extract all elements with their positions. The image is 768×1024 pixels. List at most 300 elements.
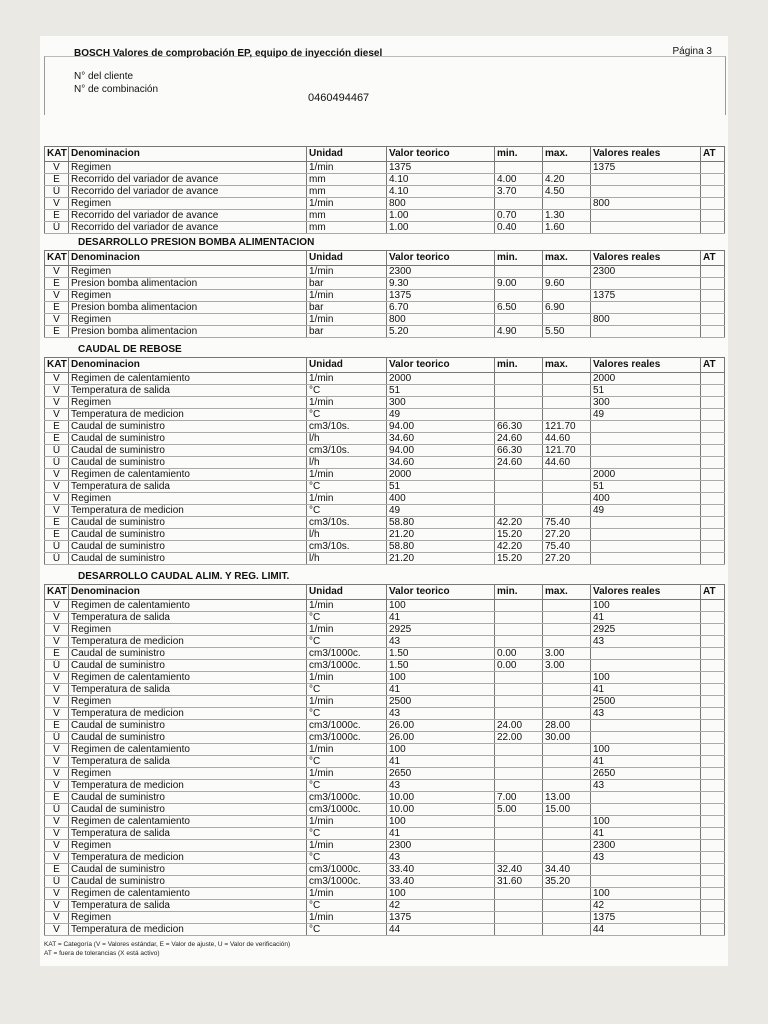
cell-valor: 400	[387, 493, 495, 505]
cell-valor: 43	[387, 780, 495, 792]
cell-reales: 41	[591, 612, 701, 624]
values-table	[44, 146, 725, 234]
cell-kat: V	[45, 600, 69, 612]
cell-max: 13.00	[543, 792, 591, 804]
cell-at	[701, 421, 725, 433]
cell-unidad: °C	[307, 636, 387, 648]
cell-reales: 43	[591, 780, 701, 792]
column-header-min: min.	[495, 358, 543, 373]
cell-unidad: 1/min	[307, 469, 387, 481]
cell-max	[543, 198, 591, 210]
cell-at	[701, 864, 725, 876]
column-header-unidad: Unidad	[307, 147, 387, 162]
column-header-max: max.	[543, 358, 591, 373]
cell-reales: 100	[591, 600, 701, 612]
table-row	[45, 780, 725, 792]
cell-max: 27.20	[543, 553, 591, 565]
cell-min	[495, 684, 543, 696]
cell-denominacion: Caudal de suministro	[69, 529, 307, 541]
cell-at	[701, 433, 725, 445]
cell-min	[495, 840, 543, 852]
cell-denominacion: Caudal de suministro	[69, 517, 307, 529]
cell-kat: E	[45, 278, 69, 290]
cell-max: 35.20	[543, 876, 591, 888]
cell-min: 15.20	[495, 529, 543, 541]
cell-kat: V	[45, 780, 69, 792]
cell-valor: 100	[387, 672, 495, 684]
table-row	[45, 828, 725, 840]
column-header-reales: Valores reales	[591, 585, 701, 600]
cell-max	[543, 314, 591, 326]
cell-at	[701, 373, 725, 385]
cell-min: 24.00	[495, 720, 543, 732]
cell-unidad: 1/min	[307, 744, 387, 756]
cell-reales	[591, 210, 701, 222]
cell-reales	[591, 326, 701, 338]
cell-max	[543, 828, 591, 840]
cell-max	[543, 469, 591, 481]
column-header-reales: Valores reales	[591, 147, 701, 162]
column-header-min: min.	[495, 585, 543, 600]
table-row	[45, 222, 725, 234]
cell-valor: 1375	[387, 162, 495, 174]
cell-at	[701, 852, 725, 864]
cell-unidad: 1/min	[307, 493, 387, 505]
cell-min	[495, 816, 543, 828]
cell-unidad: 1/min	[307, 840, 387, 852]
cell-max: 75.40	[543, 541, 591, 553]
cell-reales	[591, 457, 701, 469]
cell-min: 3.70	[495, 186, 543, 198]
cell-reales: 43	[591, 636, 701, 648]
cell-valor: 2300	[387, 266, 495, 278]
cell-denominacion: Caudal de suministro	[69, 648, 307, 660]
cell-reales	[591, 433, 701, 445]
cell-min	[495, 756, 543, 768]
column-header-denominacion: Denominacion	[69, 585, 307, 600]
cell-min	[495, 636, 543, 648]
cell-reales: 2500	[591, 696, 701, 708]
cell-denominacion: Caudal de suministro	[69, 792, 307, 804]
cell-reales: 43	[591, 852, 701, 864]
cell-at	[701, 493, 725, 505]
cell-denominacion: Caudal de suministro	[69, 433, 307, 445]
cell-at	[701, 517, 725, 529]
cell-max: 6.90	[543, 302, 591, 314]
cell-max: 34.40	[543, 864, 591, 876]
cell-at	[701, 828, 725, 840]
cell-reales	[591, 876, 701, 888]
cell-unidad: 1/min	[307, 162, 387, 174]
cell-valor: 300	[387, 397, 495, 409]
cell-unidad: °C	[307, 828, 387, 840]
cell-denominacion: Regimen	[69, 696, 307, 708]
cell-unidad: 1/min	[307, 672, 387, 684]
cell-valor: 49	[387, 505, 495, 517]
cell-denominacion: Regimen	[69, 840, 307, 852]
cell-min	[495, 493, 543, 505]
cell-reales: 2000	[591, 373, 701, 385]
cell-max	[543, 816, 591, 828]
cell-denominacion: Regimen de calentamiento	[69, 469, 307, 481]
cell-valor: 10.00	[387, 804, 495, 816]
table-row	[45, 314, 725, 326]
cell-kat: V	[45, 924, 69, 936]
cell-unidad: cm3/1000c.	[307, 720, 387, 732]
cell-kat: V	[45, 198, 69, 210]
cell-unidad: bar	[307, 326, 387, 338]
document-page	[40, 36, 728, 966]
cell-min: 6.50	[495, 302, 543, 314]
cell-denominacion: Caudal de suministro	[69, 421, 307, 433]
table-row	[45, 840, 725, 852]
cell-reales: 2925	[591, 624, 701, 636]
table-row	[45, 660, 725, 672]
cell-unidad: bar	[307, 302, 387, 314]
cell-valor: 2000	[387, 469, 495, 481]
cell-kat: V	[45, 756, 69, 768]
cell-max: 1.60	[543, 222, 591, 234]
cell-at	[701, 162, 725, 174]
cell-unidad: 1/min	[307, 290, 387, 302]
cell-denominacion: Regimen	[69, 198, 307, 210]
cell-valor: 49	[387, 409, 495, 421]
cell-denominacion: Caudal de suministro	[69, 445, 307, 457]
cell-valor: 34.60	[387, 433, 495, 445]
cell-max: 3.00	[543, 660, 591, 672]
cell-valor: 100	[387, 600, 495, 612]
values-table	[44, 584, 725, 936]
cell-reales: 2650	[591, 768, 701, 780]
column-header-valor: Valor teorico	[387, 585, 495, 600]
cell-kat: V	[45, 684, 69, 696]
cell-valor: 9.30	[387, 278, 495, 290]
cell-valor: 6.70	[387, 302, 495, 314]
cell-denominacion: Caudal de suministro	[69, 553, 307, 565]
column-header-reales: Valores reales	[591, 251, 701, 266]
column-header-denominacion: Denominacion	[69, 358, 307, 373]
cell-max: 44.60	[543, 457, 591, 469]
cell-at	[701, 290, 725, 302]
cell-unidad: cm3/1000c.	[307, 864, 387, 876]
cell-max	[543, 385, 591, 397]
cell-max: 1.30	[543, 210, 591, 222]
cell-reales: 41	[591, 828, 701, 840]
cell-min	[495, 924, 543, 936]
cell-denominacion: Caudal de suministro	[69, 876, 307, 888]
cell-unidad: °C	[307, 505, 387, 517]
cell-denominacion: Recorrido del variador de avance	[69, 222, 307, 234]
table-row	[45, 732, 725, 744]
legend-at: AT = fuera de tolerancias (X está activo)	[44, 950, 160, 957]
cell-valor: 21.20	[387, 553, 495, 565]
table-row	[45, 529, 725, 541]
cell-max	[543, 840, 591, 852]
cell-min	[495, 481, 543, 493]
cell-valor: 33.40	[387, 876, 495, 888]
cell-kat: E	[45, 433, 69, 445]
cell-kat: V	[45, 266, 69, 278]
cell-min	[495, 900, 543, 912]
cell-reales	[591, 864, 701, 876]
section-4	[44, 570, 724, 936]
cell-at	[701, 816, 725, 828]
cell-at	[701, 397, 725, 409]
cell-denominacion: Caudal de suministro	[69, 804, 307, 816]
cell-valor: 26.00	[387, 720, 495, 732]
cell-unidad: l/h	[307, 433, 387, 445]
cell-valor: 41	[387, 756, 495, 768]
cell-unidad: cm3/10s.	[307, 421, 387, 433]
cell-unidad: °C	[307, 385, 387, 397]
cell-denominacion: Regimen de calentamiento	[69, 744, 307, 756]
cell-min	[495, 600, 543, 612]
cell-kat: E	[45, 864, 69, 876]
cell-denominacion: Regimen	[69, 290, 307, 302]
cell-reales	[591, 222, 701, 234]
cell-valor: 34.60	[387, 457, 495, 469]
cell-denominacion: Regimen	[69, 266, 307, 278]
cell-valor: 800	[387, 314, 495, 326]
column-header-valor: Valor teorico	[387, 147, 495, 162]
cell-unidad: °C	[307, 780, 387, 792]
cell-kat: V	[45, 828, 69, 840]
cell-kat: E	[45, 517, 69, 529]
cell-reales: 41	[591, 684, 701, 696]
cell-at	[701, 457, 725, 469]
cell-valor: 58.80	[387, 541, 495, 553]
table-row	[45, 409, 725, 421]
cell-unidad: 1/min	[307, 314, 387, 326]
cell-min	[495, 912, 543, 924]
cell-kat: V	[45, 636, 69, 648]
cell-at	[701, 612, 725, 624]
table-row	[45, 290, 725, 302]
cell-denominacion: Regimen	[69, 912, 307, 924]
section-title	[44, 132, 724, 146]
cell-denominacion: Caudal de suministro	[69, 660, 307, 672]
cell-denominacion: Temperatura de medicion	[69, 636, 307, 648]
table-row	[45, 648, 725, 660]
cell-min	[495, 612, 543, 624]
cell-at	[701, 278, 725, 290]
cell-min: 0.70	[495, 210, 543, 222]
cell-at	[701, 636, 725, 648]
cell-reales: 100	[591, 888, 701, 900]
column-header-at: AT	[701, 585, 725, 600]
cell-min	[495, 744, 543, 756]
column-header-max: max.	[543, 251, 591, 266]
cell-kat: V	[45, 624, 69, 636]
cell-denominacion: Temperatura de medicion	[69, 409, 307, 421]
table-row	[45, 792, 725, 804]
table-row	[45, 624, 725, 636]
cell-unidad: 1/min	[307, 816, 387, 828]
table-row	[45, 505, 725, 517]
cell-reales: 51	[591, 481, 701, 493]
cell-unidad: °C	[307, 481, 387, 493]
cell-denominacion: Temperatura de salida	[69, 900, 307, 912]
table-row	[45, 696, 725, 708]
cell-at	[701, 744, 725, 756]
cell-at	[701, 266, 725, 278]
cell-min: 4.90	[495, 326, 543, 338]
cell-at	[701, 186, 725, 198]
cell-min	[495, 708, 543, 720]
cell-kat: V	[45, 900, 69, 912]
table-row	[45, 636, 725, 648]
cell-at	[701, 505, 725, 517]
cell-min: 7.00	[495, 792, 543, 804]
cell-at	[701, 804, 725, 816]
column-header-min: min.	[495, 147, 543, 162]
cell-max: 121.70	[543, 445, 591, 457]
cell-unidad: °C	[307, 612, 387, 624]
cell-unidad: cm3/10s.	[307, 517, 387, 529]
cell-valor: 33.40	[387, 864, 495, 876]
cell-denominacion: Temperatura de medicion	[69, 780, 307, 792]
cell-reales: 400	[591, 493, 701, 505]
cell-max	[543, 505, 591, 517]
cell-valor: 41	[387, 612, 495, 624]
cell-denominacion: Presion bomba alimentacion	[69, 302, 307, 314]
cell-kat: E	[45, 210, 69, 222]
cell-denominacion: Caudal de suministro	[69, 720, 307, 732]
cell-min: 31.60	[495, 876, 543, 888]
table-header	[45, 585, 725, 600]
cell-kat: V	[45, 397, 69, 409]
column-header-unidad: Unidad	[307, 358, 387, 373]
cell-at	[701, 409, 725, 421]
table-row	[45, 433, 725, 445]
cell-kat: Ü	[45, 553, 69, 565]
cell-unidad: °C	[307, 756, 387, 768]
cell-at	[701, 876, 725, 888]
table-row	[45, 493, 725, 505]
cell-denominacion: Temperatura de salida	[69, 481, 307, 493]
cell-valor: 94.00	[387, 445, 495, 457]
cell-at	[701, 792, 725, 804]
cell-kat: V	[45, 481, 69, 493]
cell-kat: E	[45, 792, 69, 804]
cell-min	[495, 624, 543, 636]
legend-kat: KAT = Categoría (V = Valores estándar, E = Valor de ajuste, U = Valor de verificación)	[44, 941, 291, 948]
cell-at	[701, 222, 725, 234]
cell-reales: 300	[591, 397, 701, 409]
cell-denominacion: Temperatura de medicion	[69, 924, 307, 936]
cell-max	[543, 780, 591, 792]
cell-kat: V	[45, 612, 69, 624]
cell-max: 4.20	[543, 174, 591, 186]
cell-unidad: 1/min	[307, 696, 387, 708]
cell-kat: V	[45, 385, 69, 397]
cell-kat: Ü	[45, 660, 69, 672]
cell-valor: 1375	[387, 290, 495, 302]
cell-valor: 43	[387, 636, 495, 648]
cell-kat: E	[45, 720, 69, 732]
cell-reales: 2300	[591, 266, 701, 278]
column-header-kat: KAT	[45, 251, 69, 266]
section-3	[44, 343, 724, 565]
cell-denominacion: Regimen	[69, 397, 307, 409]
cell-kat: E	[45, 174, 69, 186]
cell-at	[701, 684, 725, 696]
cell-unidad: °C	[307, 900, 387, 912]
cell-denominacion: Regimen	[69, 162, 307, 174]
table-row	[45, 162, 725, 174]
cell-max: 3.00	[543, 648, 591, 660]
cell-denominacion: Regimen de calentamiento	[69, 373, 307, 385]
cell-valor: 4.10	[387, 174, 495, 186]
cell-valor: 41	[387, 828, 495, 840]
cell-max: 121.70	[543, 421, 591, 433]
cell-at	[701, 732, 725, 744]
cell-kat: E	[45, 529, 69, 541]
cell-unidad: cm3/10s.	[307, 445, 387, 457]
table-row	[45, 397, 725, 409]
column-header-at: AT	[701, 147, 725, 162]
cell-min	[495, 290, 543, 302]
column-header-at: AT	[701, 251, 725, 266]
cell-denominacion: Temperatura de salida	[69, 612, 307, 624]
cell-valor: 2925	[387, 624, 495, 636]
cell-at	[701, 660, 725, 672]
cell-min	[495, 672, 543, 684]
cell-min	[495, 696, 543, 708]
cell-reales: 51	[591, 385, 701, 397]
cell-min	[495, 888, 543, 900]
cell-min	[495, 373, 543, 385]
column-header-valor: Valor teorico	[387, 358, 495, 373]
cell-kat: V	[45, 888, 69, 900]
cell-reales	[591, 174, 701, 186]
cell-valor: 1.00	[387, 222, 495, 234]
table-row	[45, 302, 725, 314]
cell-denominacion: Presion bomba alimentacion	[69, 278, 307, 290]
cell-max	[543, 708, 591, 720]
cell-kat: V	[45, 162, 69, 174]
cell-reales	[591, 278, 701, 290]
cell-denominacion: Regimen	[69, 768, 307, 780]
cell-unidad: cm3/1000c.	[307, 648, 387, 660]
legend-footnote	[44, 940, 290, 958]
table-row	[45, 684, 725, 696]
cell-denominacion: Temperatura de salida	[69, 385, 307, 397]
cell-unidad: cm3/1000c.	[307, 876, 387, 888]
cell-reales: 42	[591, 900, 701, 912]
cell-unidad: 1/min	[307, 266, 387, 278]
cell-max	[543, 672, 591, 684]
cell-reales: 100	[591, 816, 701, 828]
cell-kat: V	[45, 768, 69, 780]
cell-unidad: cm3/1000c.	[307, 660, 387, 672]
cell-kat: Ü	[45, 186, 69, 198]
cell-denominacion: Temperatura de medicion	[69, 505, 307, 517]
cell-min: 66.30	[495, 421, 543, 433]
column-header-max: max.	[543, 147, 591, 162]
table-row	[45, 174, 725, 186]
cell-reales: 41	[591, 756, 701, 768]
cell-min	[495, 780, 543, 792]
cell-reales	[591, 421, 701, 433]
cell-reales	[591, 541, 701, 553]
table-row	[45, 421, 725, 433]
cell-kat: V	[45, 505, 69, 517]
table-row	[45, 816, 725, 828]
cell-denominacion: Recorrido del variador de avance	[69, 210, 307, 222]
cell-kat: Ü	[45, 804, 69, 816]
cell-unidad: mm	[307, 174, 387, 186]
